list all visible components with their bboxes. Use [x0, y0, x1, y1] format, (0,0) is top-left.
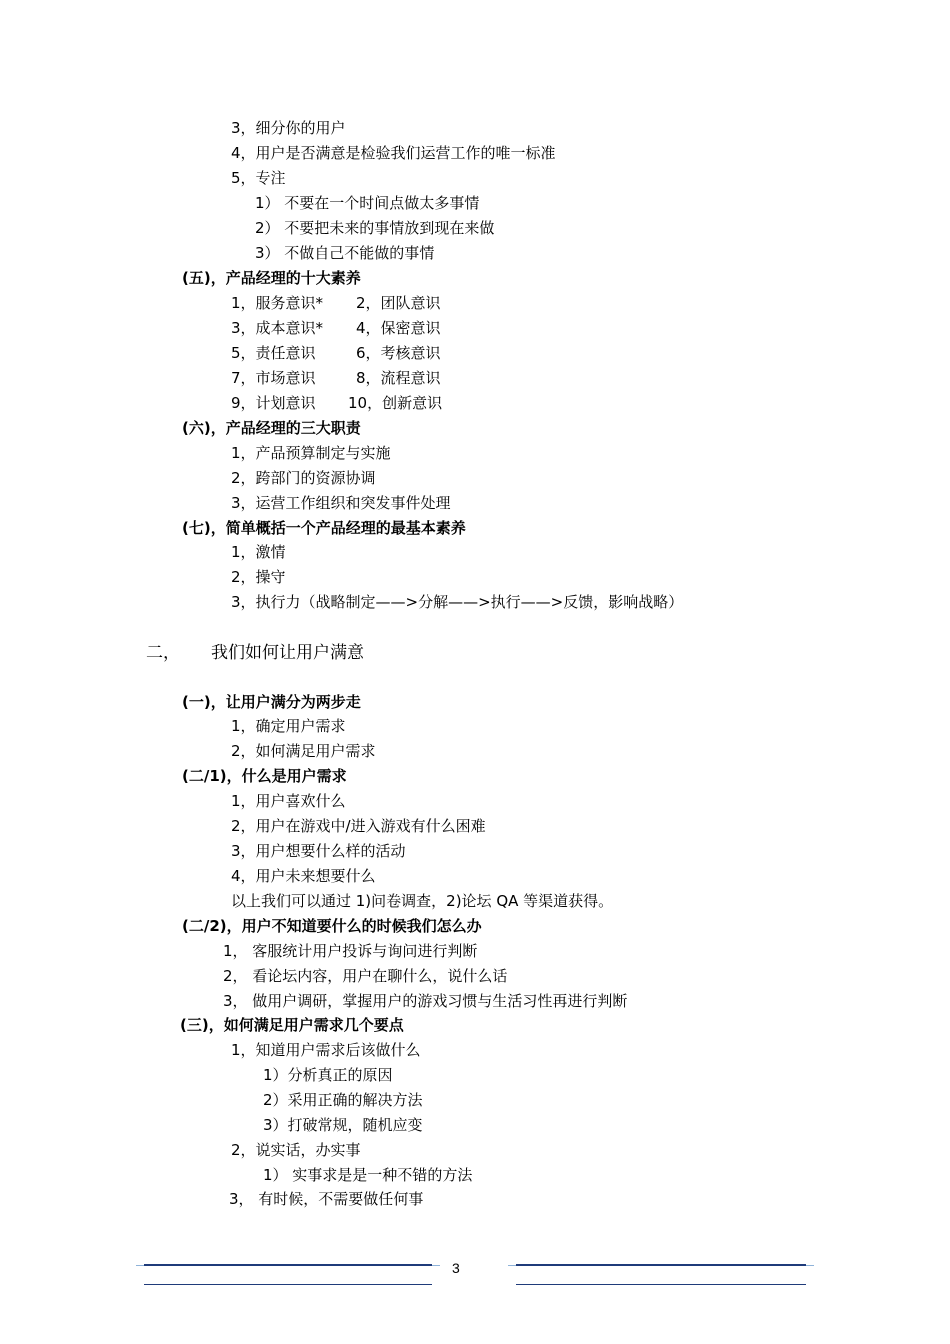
list-item: 1，服务意识* — [231, 294, 324, 312]
list-item: 2，用户在游戏中/进入游戏有什么困难 — [231, 817, 486, 835]
list-item: 3， 做用户调研，掌握用户的游戏习惯与生活习性再进行判断 — [223, 992, 628, 1010]
subsection-heading: (一)，让用户满分为两步走 — [182, 693, 361, 711]
list-item: 6，考核意识 — [356, 344, 441, 362]
list-item: 1， 客服统计用户投诉与询问进行判断 — [223, 942, 478, 960]
list-item: 3，执行力（战略制定——>分解——>执行——>反馈，影响战略） — [231, 593, 684, 611]
list-item: 3，运营工作组织和突发事件处理 — [231, 494, 451, 512]
list-item: 1，激情 — [231, 543, 286, 561]
list-item: 10，创新意识 — [348, 394, 443, 412]
list-item: 2，跨部门的资源协调 — [231, 469, 376, 487]
page-number: 3 — [452, 1260, 460, 1276]
list-item: 4，用户是否满意是检验我们运营工作的唯一标准 — [231, 144, 556, 162]
list-item: 3，细分你的用户 — [231, 119, 346, 137]
footer-rule-left — [144, 1264, 432, 1266]
sub-list-item: 3） 不做自己不能做的事情 — [255, 244, 435, 262]
subsection-heading: (二/2)，用户不知道要什么的时候我们怎么办 — [182, 917, 482, 935]
footer-rule-right-bottom — [516, 1284, 806, 1285]
list-item: 1，知道用户需求后该做什么 — [231, 1041, 421, 1059]
subsection-heading: (二/1)，什么是用户需求 — [182, 767, 347, 785]
note-text: 以上我们可以通过 1)问卷调查，2)论坛 QA 等渠道获得。 — [231, 892, 614, 910]
list-item: 5，责任意识 — [231, 344, 316, 362]
sub-list-item: 2） 不要把未来的事情放到现在来做 — [255, 219, 495, 237]
list-item: 9，计划意识 — [231, 394, 316, 412]
subsection-heading: (三)，如何满足用户需求几个要点 — [180, 1016, 404, 1034]
section-title: 我们如何让用户满意 — [211, 643, 364, 663]
list-item: 5，专注 — [231, 169, 286, 187]
sub-list-item: 1） 实事求是是一种不错的方法 — [263, 1166, 473, 1184]
sub-list-item: 3）打破常规，随机应变 — [263, 1116, 423, 1134]
list-item: 2，操守 — [231, 568, 286, 586]
subsection-heading: (六)，产品经理的三大职责 — [182, 419, 361, 437]
sub-list-item: 2）采用正确的解决方法 — [263, 1091, 423, 1109]
subsection-heading: (五)，产品经理的十大素养 — [182, 269, 361, 287]
list-item: 3，成本意识* — [231, 319, 324, 337]
list-item: 2，团队意识 — [356, 294, 441, 312]
subsection-heading: (七)，简单概括一个产品经理的最基本素养 — [182, 519, 466, 537]
list-item: 1，确定用户需求 — [231, 717, 346, 735]
list-item: 4，保密意识 — [356, 319, 441, 337]
list-item: 2，说实话，办实事 — [231, 1141, 361, 1159]
list-item: 7，市场意识 — [231, 369, 316, 387]
list-item: 8，流程意识 — [356, 369, 441, 387]
sub-list-item: 1） 不要在一个时间点做太多事情 — [255, 194, 480, 212]
sub-list-item: 1）分析真正的原因 — [263, 1066, 393, 1084]
list-item: 1，用户喜欢什么 — [231, 792, 346, 810]
footer-rule-left-bottom — [144, 1284, 432, 1285]
list-item: 1，产品预算制定与实施 — [231, 444, 391, 462]
list-item: 2，如何满足用户需求 — [231, 742, 376, 760]
section-number: 二， — [146, 643, 180, 663]
list-item: 2， 看论坛内容，用户在聊什么，说什么话 — [223, 967, 508, 985]
list-item: 3， 有时候，不需要做任何事 — [229, 1190, 424, 1208]
footer-rule-right — [516, 1264, 806, 1266]
list-item: 3，用户想要什么样的活动 — [231, 842, 406, 860]
list-item: 4，用户未来想要什么 — [231, 867, 376, 885]
